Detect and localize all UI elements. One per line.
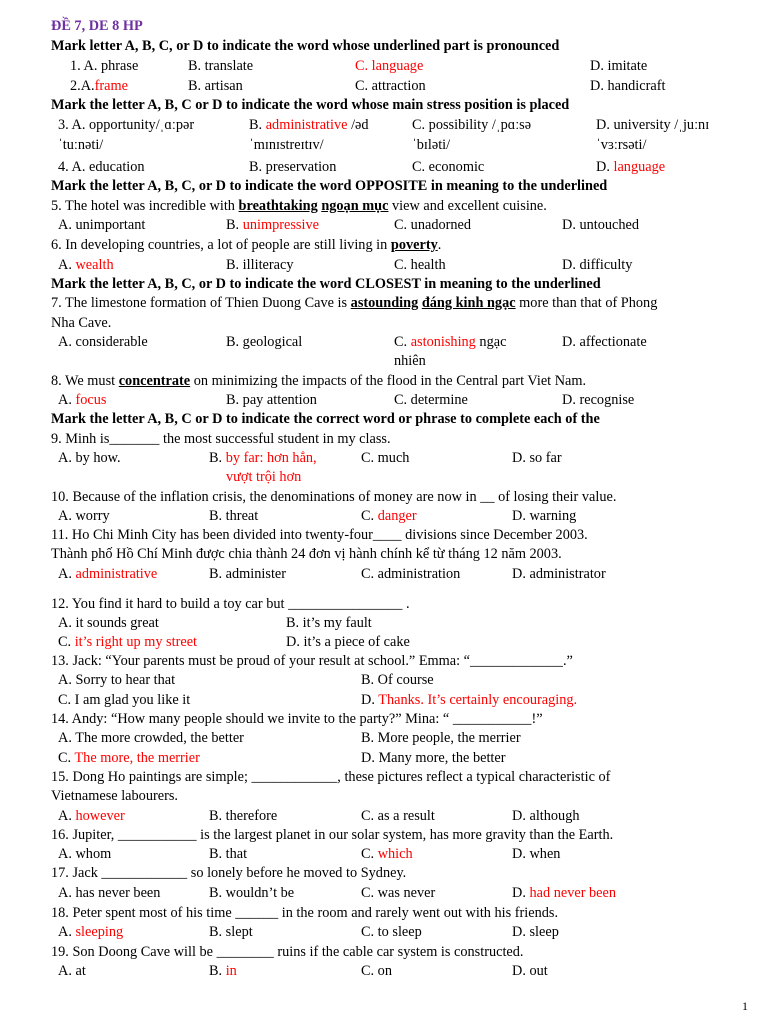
q15-stem: 15. Dong Ho paintings are simple; ____________, these pictures reflect a typical characteristic of bbox=[51, 769, 611, 785]
instruction-stress: Mark the letter A, B, C or D to indicate the word whose main stress position is placed bbox=[51, 97, 570, 113]
q13-option-b: B. Of course bbox=[361, 672, 434, 688]
q9-option-b: B. by far: hơn hẳn, bbox=[209, 450, 317, 466]
q11-option-a: A. administrative bbox=[58, 566, 158, 582]
q11-stem: 11. Ho Chi Minh City has been divided into twenty-four____ divisions since December 2003. bbox=[51, 527, 588, 543]
q18-option-c: C. to sleep bbox=[361, 924, 422, 940]
q7-stem-cont: Nha Cave. bbox=[51, 315, 112, 331]
q7-option-c-cont: nhiên bbox=[394, 353, 426, 369]
q10-option-d: D. warning bbox=[512, 508, 577, 524]
instruction-complete: Mark the letter A, B, C or D to indicate the correct word or phrase to complete each of the bbox=[51, 411, 600, 427]
q8-option-b: B. pay attention bbox=[226, 392, 317, 408]
q3-option-d-cont: ˈvɜːrsəti/ bbox=[596, 137, 647, 153]
q3-option-a-cont: ˈtuːnəti/ bbox=[58, 137, 104, 153]
q15-stem-cont: Vietnamese labourers. bbox=[51, 788, 178, 804]
q16-option-d: D. when bbox=[512, 846, 561, 862]
q4-option-b: B. preservation bbox=[249, 159, 337, 175]
q19-stem: 19. Son Doong Cave will be ________ ruins if the cable car system is constructed. bbox=[51, 944, 524, 960]
q13-stem: 13. Jack: “Your parents must be proud of your result at school.” Emma: “_____________.” bbox=[51, 653, 573, 669]
q8-option-c: C. determine bbox=[394, 392, 468, 408]
q18-stem: 18. Peter spent most of his time ______ in the room and rarely went out with his friends. bbox=[51, 905, 559, 921]
q9-option-d: D. so far bbox=[512, 450, 562, 466]
q13-option-c: C. I am glad you like it bbox=[58, 692, 191, 708]
q1-option-a: 1. A. phrase bbox=[70, 58, 139, 74]
q9-option-c: C. much bbox=[361, 450, 410, 466]
instruction-closest: Mark the letter A, B, C, or D to indicate the word CLOSEST in meaning to the underlined bbox=[51, 276, 601, 292]
q17-option-c: C. was never bbox=[361, 885, 436, 901]
q19-option-a: A. at bbox=[58, 963, 86, 979]
q5-option-d: D. untouched bbox=[562, 217, 640, 233]
q2-option-d: D. handicraft bbox=[590, 78, 666, 94]
q14-option-c: C. The more, the merrier bbox=[58, 750, 200, 766]
q11-option-d: D. administrator bbox=[512, 566, 606, 582]
page-title: ĐỀ 7, DE 8 HP bbox=[51, 18, 143, 34]
q12-stem: 12. You find it hard to build a toy car but ________________ . bbox=[51, 596, 410, 612]
q7-option-c: C. astonishing ngạc bbox=[394, 334, 507, 350]
q11-option-c: C. administration bbox=[361, 566, 461, 582]
q3-option-d: D. university /ˌjuːnɪ bbox=[596, 117, 710, 133]
q14-option-d: D. Many more, the better bbox=[361, 750, 506, 766]
q17-option-d: D. had never been bbox=[512, 885, 617, 901]
instruction-opposite: Mark the letter A, B, C, or D to indicate the word OPPOSITE in meaning to the underlined bbox=[51, 178, 608, 194]
q14-option-a: A. The more crowded, the better bbox=[58, 730, 244, 746]
page-number: 1 bbox=[742, 999, 748, 1013]
q17-stem: 17. Jack ____________ so lonely before he moved to Sydney. bbox=[51, 865, 407, 881]
q8-stem: 8. We must concentrate on minimizing the impacts of the flood in the Central part Viet Nam. bbox=[51, 373, 587, 389]
q8-option-a: A. focus bbox=[58, 392, 107, 408]
q9-stem: 9. Minh is_______ the most successful student in my class. bbox=[51, 431, 391, 447]
q7-option-b: B. geological bbox=[226, 334, 303, 350]
q5-option-c: C. unadorned bbox=[394, 217, 472, 233]
q18-option-d: D. sleep bbox=[512, 924, 559, 940]
q3-option-a: 3. A. opportunity/ˌɑːpər bbox=[58, 117, 195, 133]
q9-option-a: A. by how. bbox=[58, 450, 121, 466]
q5-option-b: B. unimpressive bbox=[226, 217, 319, 233]
q16-option-c: C. which bbox=[361, 846, 413, 862]
q16-stem: 16. Jupiter, ___________ is the largest planet in our solar system, has more gravity than the Earth. bbox=[51, 827, 614, 843]
q1-option-c: C. language bbox=[355, 58, 424, 74]
q19-option-b: B. in bbox=[209, 963, 237, 979]
q15-option-a: A. however bbox=[58, 808, 125, 824]
q3-option-b: B. administrative /əd bbox=[249, 117, 369, 133]
q7-stem: 7. The limestone formation of Thien Duong Cave is astounding đáng kinh ngạc more than that of Phong bbox=[51, 295, 658, 311]
q12-option-a: A. it sounds great bbox=[58, 615, 159, 631]
q5-stem: 5. The hotel was incredible with breathtaking ngoạn mục view and excellent cuisine. bbox=[51, 198, 547, 214]
q13-option-d: D. Thanks. It’s certainly encouraging. bbox=[361, 692, 578, 708]
q5-option-a: A. unimportant bbox=[58, 217, 146, 233]
q10-stem: 10. Because of the inflation crisis, the denominations of money are now in __ of losing their value. bbox=[51, 489, 617, 505]
q10-option-c: C. danger bbox=[361, 508, 417, 524]
q12-option-c: C. it’s right up my street bbox=[58, 634, 198, 650]
q14-stem: 14. Andy: “How many people should we invite to the party?” Mina: “ ___________!” bbox=[51, 711, 543, 727]
q9-option-b-cont: vượt trội hơn bbox=[226, 469, 302, 485]
q1-option-b: B. translate bbox=[188, 58, 254, 74]
q6-stem: 6. In developing countries, a lot of people are still living in poverty. bbox=[51, 237, 442, 253]
q15-option-c: C. as a result bbox=[361, 808, 435, 824]
q17-option-b: B. wouldn’t be bbox=[209, 885, 295, 901]
q19-option-d: D. out bbox=[512, 963, 548, 979]
q6-option-a: A. wealth bbox=[58, 257, 114, 273]
q18-option-a: A. sleeping bbox=[58, 924, 124, 940]
q3-option-b-cont: ˈmɪnɪstreɪtɪv/ bbox=[249, 137, 324, 153]
q1-option-d: D. imitate bbox=[590, 58, 648, 74]
q10-option-a: A. worry bbox=[58, 508, 110, 524]
q10-option-b: B. threat bbox=[209, 508, 259, 524]
q12-option-d: D. it’s a piece of cake bbox=[286, 634, 410, 650]
q15-option-b: B. therefore bbox=[209, 808, 278, 824]
q6-option-d: D. difficulty bbox=[562, 257, 633, 273]
q4-option-d: D. language bbox=[596, 159, 666, 175]
q11-translation: Thành phố Hồ Chí Minh được chia thành 24 đơn vị hành chính kể từ tháng 12 năm 2003. bbox=[51, 546, 562, 562]
q6-option-c: C. health bbox=[394, 257, 446, 273]
q2-option-a: 2.A.frame bbox=[70, 78, 128, 94]
q17-option-a: A. has never been bbox=[58, 885, 161, 901]
q7-option-a: A. considerable bbox=[58, 334, 148, 350]
q12-option-b: B. it’s my fault bbox=[286, 615, 372, 631]
q2-option-c: C. attraction bbox=[355, 78, 426, 94]
q8-option-d: D. recognise bbox=[562, 392, 635, 408]
q3-option-c: C. possibility /ˌpɑːsə bbox=[412, 117, 532, 133]
instruction-pronounced: Mark letter A, B, C, or D to indicate the word whose underlined part is pronounced bbox=[51, 38, 560, 54]
q18-option-b: B. slept bbox=[209, 924, 253, 940]
q16-option-a: A. whom bbox=[58, 846, 112, 862]
q4-option-a: 4. A. education bbox=[58, 159, 145, 175]
q15-option-d: D. although bbox=[512, 808, 580, 824]
q4-option-c: C. economic bbox=[412, 159, 485, 175]
q14-option-b: B. More people, the merrier bbox=[361, 730, 521, 746]
q6-option-b: B. illiteracy bbox=[226, 257, 294, 273]
q13-option-a: A. Sorry to hear that bbox=[58, 672, 176, 688]
q2-option-b: B. artisan bbox=[188, 78, 243, 94]
q19-option-c: C. on bbox=[361, 963, 392, 979]
q3-option-c-cont: ˈbɪləti/ bbox=[412, 137, 451, 153]
q7-option-d: D. affectionate bbox=[562, 334, 647, 350]
q11-option-b: B. administer bbox=[209, 566, 287, 582]
q16-option-b: B. that bbox=[209, 846, 248, 862]
